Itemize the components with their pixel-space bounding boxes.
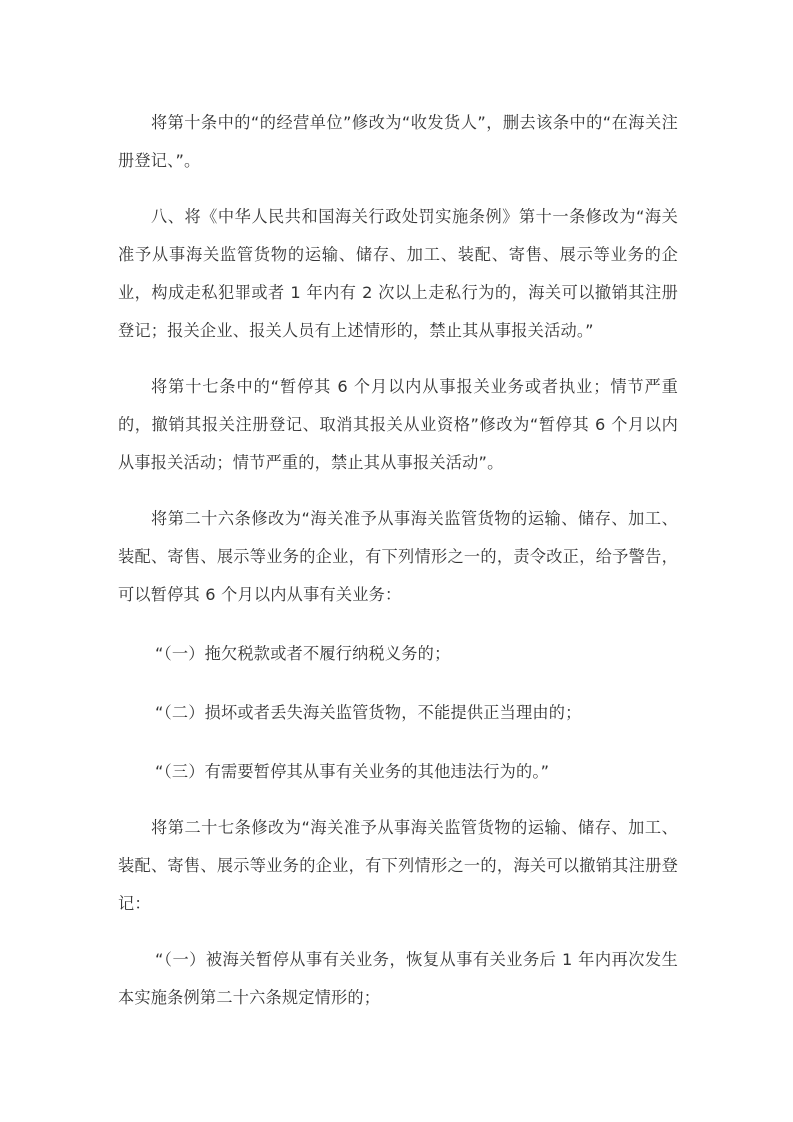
paragraph-article-10-amendment: 将第十条中的“的经营单位”修改为“收发货人”，删去该条中的“在海关注册登记、”。 xyxy=(118,113,678,170)
list-item-26-3: “（三）有需要暂停其从事有关业务的其他违法行为的。” xyxy=(155,762,550,781)
paragraph-spacer xyxy=(118,791,678,809)
list-item-26-2: “（二）损坏或者丢失海关监管货物，不能提供正当理由的； xyxy=(155,703,582,722)
document-page xyxy=(118,104,678,1017)
paragraph-spacer xyxy=(118,614,678,635)
paragraph-spacer xyxy=(118,732,678,753)
paragraph-spacer xyxy=(118,673,678,694)
paragraph-spacer xyxy=(118,923,678,941)
list-item-27-1: “（一）被海关暂停从事有关业务，恢复从事有关业务后 1 年内再次发生本实施条例第二十六条规定情形的； xyxy=(118,950,678,1007)
paragraph-article-27-amendment: 将第二十七条修改为“海关准予从事海关监管货物的运输、储存、加工、装配、寄售、展示等业务的企业，有下列情形之一的，海关可以撤销其注册登记： xyxy=(118,818,678,913)
paragraph-article-17-amendment: 将第十七条中的“暂停其 6 个月以内从事报关业务或者执业；情节严重的，撤销其报关注册登记、取消其报关从业资格”修改为“暂停其 6 个月以内从事报关活动；情节严重的，禁止其从事报关活动”。 xyxy=(118,377,678,472)
paragraph-item-8-article-11: 八、将《中华人民共和国海关行政处罚实施条例》第十一条修改为“海关准予从事海关监管货物的运输、储存、加工、装配、寄售、展示等业务的企业，构成走私犯罪或者 1 年内有 2 次以上走私行为的，海关可以撤销其注册登记；报关企业、报关人员有上述情形的，禁止其从事报关活动。” xyxy=(118,207,678,340)
paragraph-spacer xyxy=(118,350,678,368)
paragraph-article-26-amendment: 将第二十六条修改为“海关准予从事海关监管货物的运输、储存、加工、装配、寄售、展示等业务的企业，有下列情形之一的，责令改正，给予警告，可以暂停其 6 个月以内从事有关业务： xyxy=(118,509,678,604)
list-item-26-1: “（一）拖欠税款或者不履行纳税义务的； xyxy=(155,644,451,663)
paragraph-spacer xyxy=(118,482,678,500)
paragraph-spacer xyxy=(118,180,678,198)
